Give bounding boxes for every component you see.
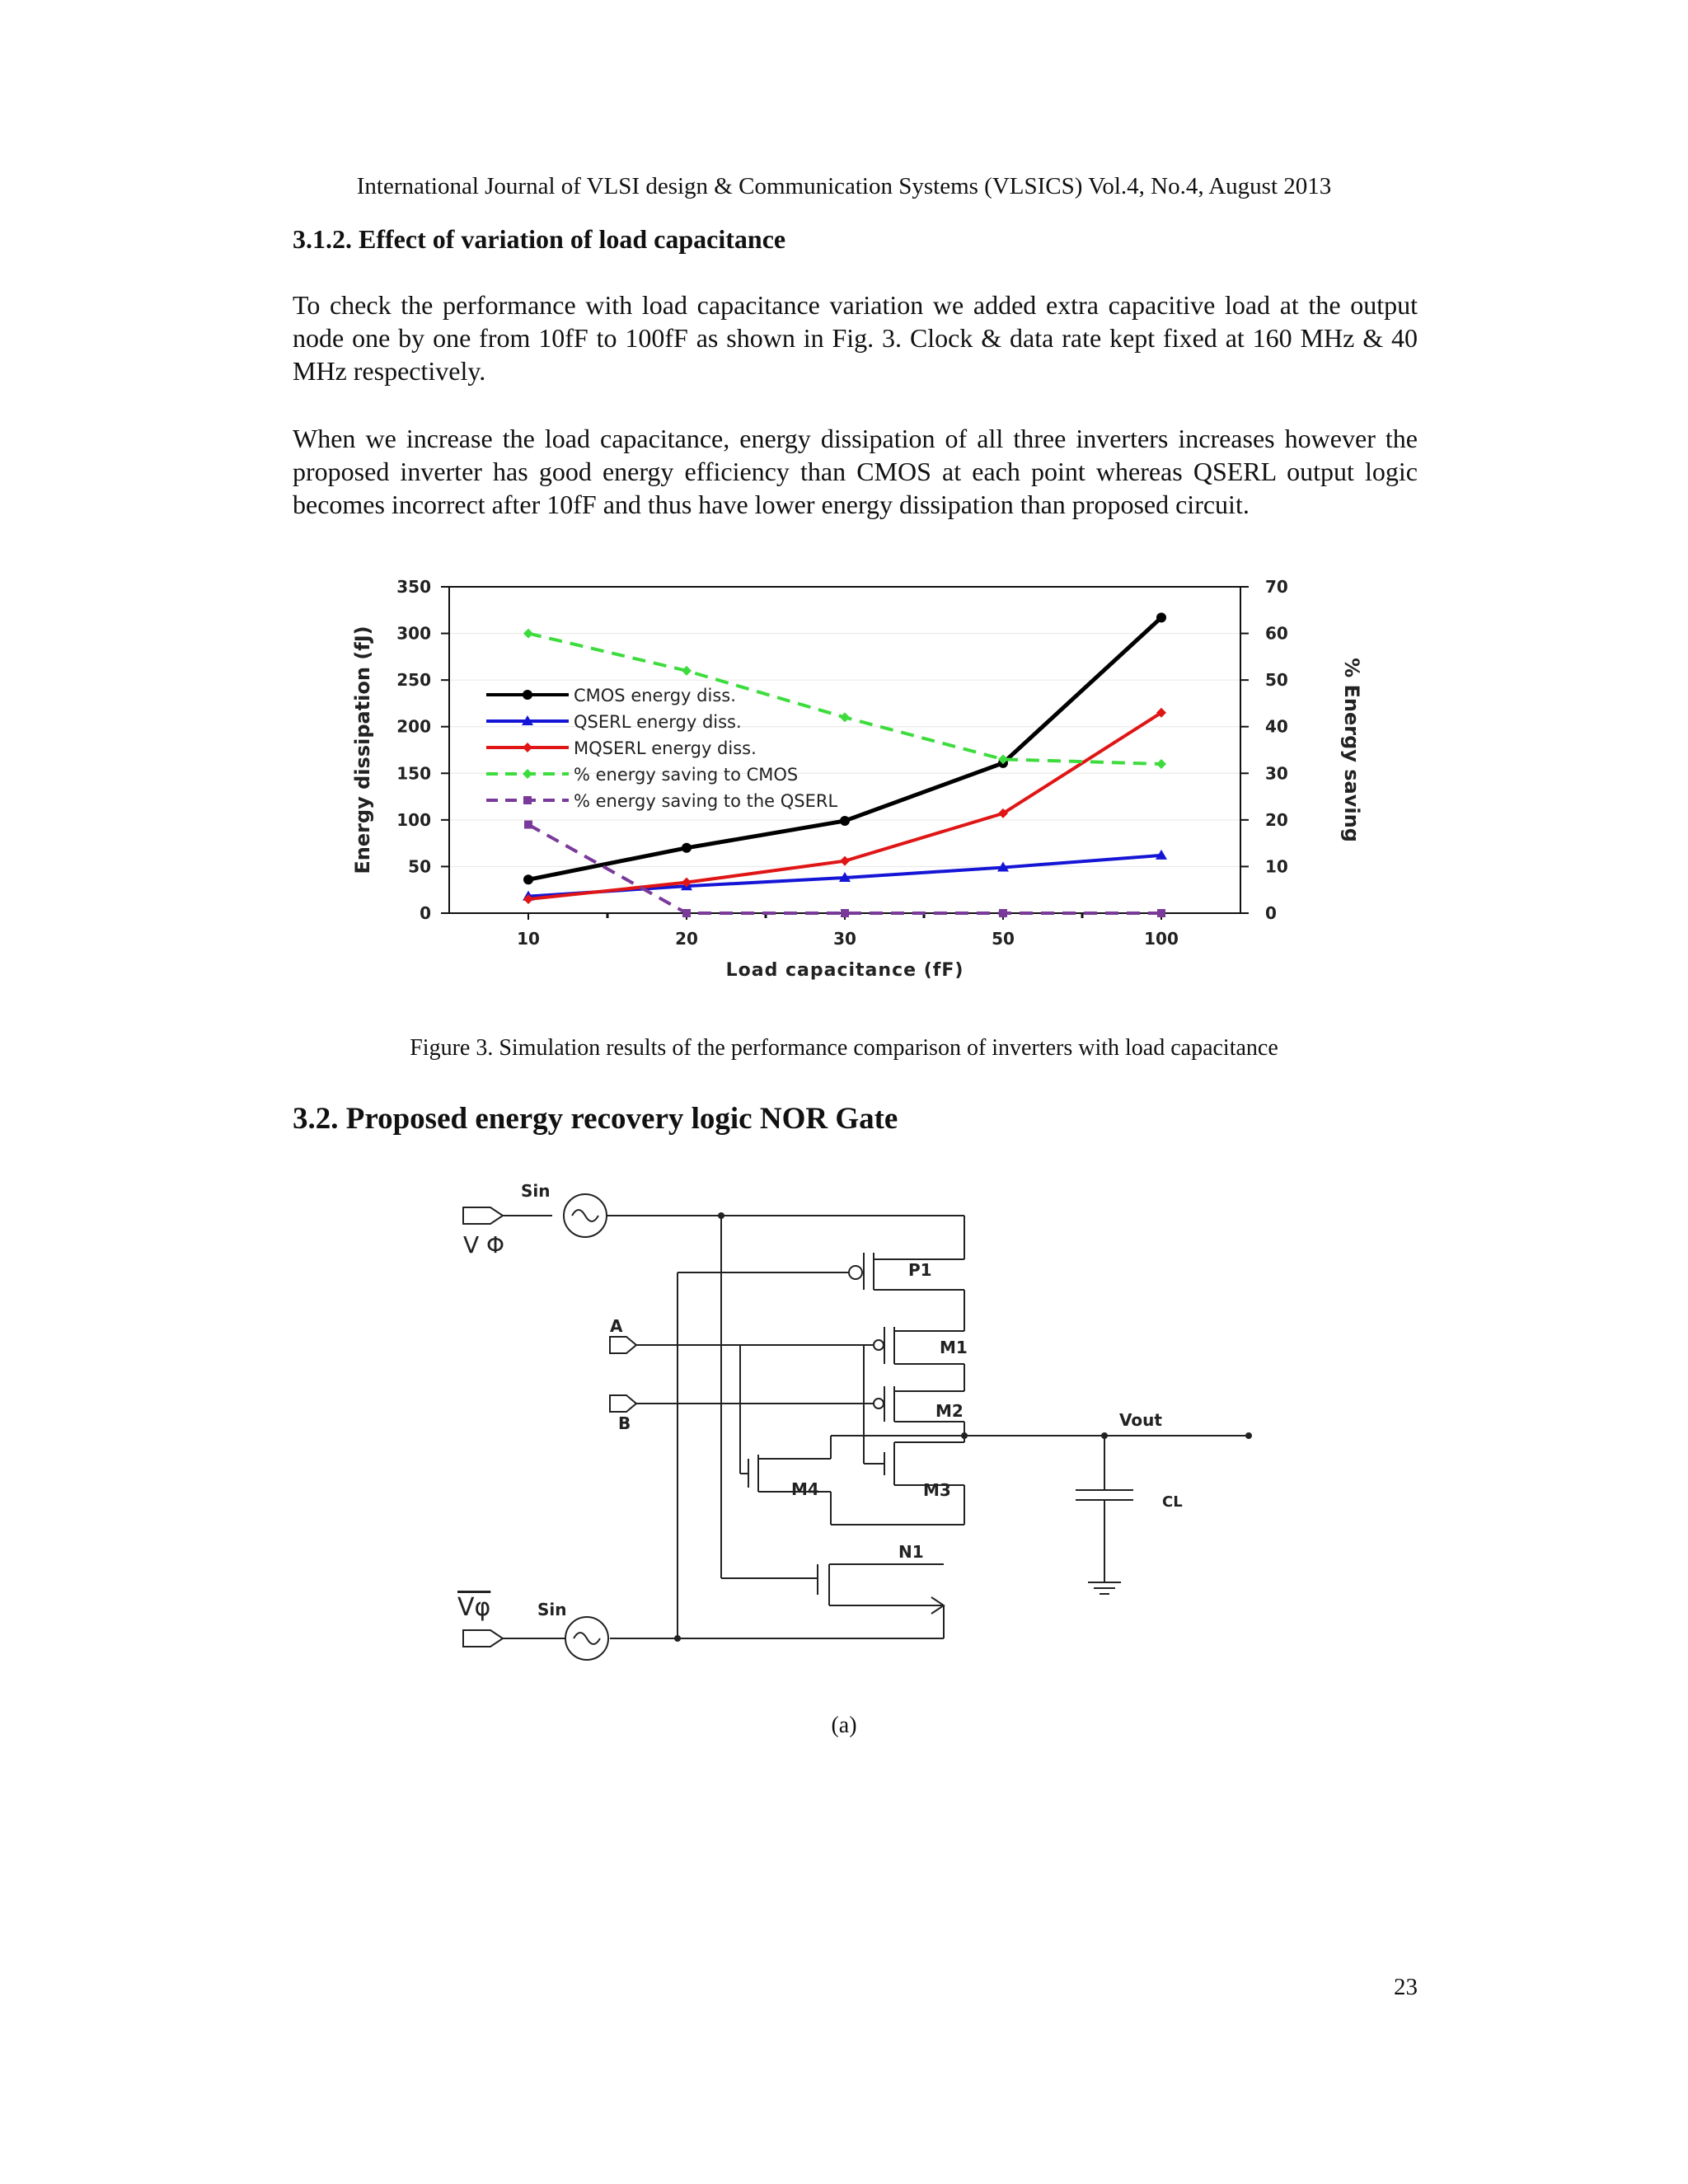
data-point xyxy=(1156,759,1166,769)
data-point xyxy=(523,690,532,700)
y-tick-label: 350 xyxy=(396,577,431,597)
port-a xyxy=(610,1337,636,1353)
x-axis-label: Load capacitance (fF) xyxy=(725,960,964,981)
x-tick-label: 30 xyxy=(833,929,856,949)
y2-tick-label: 70 xyxy=(1265,577,1288,597)
y2-tick-label: 60 xyxy=(1265,623,1288,644)
page-number: 23 xyxy=(1394,1974,1418,2000)
paragraph-2: When we increase the load capacitance, energy dissipation of all three inverters increases however the proposed inverter has good energy efficiency than CMOS at each point whereas QSERL output logic becomes incorrect after 10fF and thus have lower energy dissipation than proposed circuit. xyxy=(293,424,1418,519)
energy-chart xyxy=(330,569,1418,997)
section-title: 3.2. Proposed energy recovery logic NOR Gate xyxy=(293,1102,898,1136)
y2-tick-label: 30 xyxy=(1265,763,1288,784)
label-n1: N1 xyxy=(898,1542,924,1562)
label-sin-bottom: Sin xyxy=(537,1600,567,1619)
data-point xyxy=(999,909,1007,917)
data-point xyxy=(523,769,532,779)
ac-source-bottom-wave xyxy=(574,1633,600,1644)
data-point xyxy=(523,743,532,752)
data-point xyxy=(523,874,533,884)
nor-gate-circuit xyxy=(445,1170,1269,1673)
junction-dot xyxy=(1101,1432,1108,1439)
p1-gate-bubble xyxy=(849,1266,862,1279)
y2-axis-label: % Energy saving xyxy=(1340,658,1363,842)
y-tick-label: 100 xyxy=(396,809,431,830)
label-vout: Vout xyxy=(1119,1410,1162,1430)
junction-dot xyxy=(961,1432,968,1439)
data-point xyxy=(682,909,691,917)
x-tick-label: 10 xyxy=(517,929,540,949)
y-axis-label: Energy dissipation (fJ) xyxy=(351,626,374,874)
legend-label: QSERL energy diss. xyxy=(574,712,742,732)
label-m1: M1 xyxy=(940,1338,968,1357)
y-tick-label: 250 xyxy=(396,670,431,691)
data-point xyxy=(682,843,692,853)
junction-dot xyxy=(1245,1432,1252,1439)
data-point xyxy=(523,796,532,804)
ac-source-top-wave xyxy=(572,1210,598,1221)
label-vphi: V Φ xyxy=(463,1231,505,1258)
x-tick-label: 100 xyxy=(1144,929,1179,949)
label-input-b: B xyxy=(618,1413,631,1433)
legend-label: MQSERL energy diss. xyxy=(574,738,757,758)
legend-label: % energy saving to the QSERL xyxy=(574,791,838,811)
x-tick-label: 20 xyxy=(675,929,698,949)
data-point xyxy=(524,821,532,829)
label-cl: CL xyxy=(1162,1493,1183,1511)
data-point xyxy=(840,816,850,826)
x-tick-label: 50 xyxy=(992,929,1015,949)
data-point xyxy=(840,712,850,722)
y2-tick-label: 0 xyxy=(1265,903,1277,923)
subfigure-caption: (a) xyxy=(831,1713,857,1738)
label-m4: M4 xyxy=(791,1479,819,1499)
legend-label: CMOS energy diss. xyxy=(574,686,736,705)
y-tick-label: 200 xyxy=(396,716,431,737)
subsection-title: 3.1.2. Effect of variation of load capacitance xyxy=(293,224,786,254)
data-point xyxy=(682,666,692,676)
label-m3: M3 xyxy=(923,1480,951,1500)
y-tick-label: 150 xyxy=(396,763,431,784)
data-point xyxy=(1157,909,1165,917)
data-point xyxy=(840,856,850,866)
label-input-a: A xyxy=(610,1316,623,1336)
y-tick-label: 300 xyxy=(396,623,431,644)
data-point xyxy=(1156,612,1166,622)
paragraph-1: To check the performance with load capacitance variation we added extra capacitive load at the output node one by one from 10fF to 100fF as shown in Fig. 3. Clock & data rate kept fixed at 160 MHz & 40 MHz respectively. xyxy=(293,290,1418,386)
label-sin-top: Sin xyxy=(521,1181,551,1201)
y2-tick-label: 10 xyxy=(1265,856,1288,877)
data-point xyxy=(841,909,849,917)
label-p1: P1 xyxy=(908,1260,932,1280)
y2-tick-label: 50 xyxy=(1265,670,1288,691)
series-line xyxy=(528,825,1161,913)
label-m2: M2 xyxy=(935,1401,964,1421)
y-tick-label: 50 xyxy=(408,856,431,877)
port-vphi xyxy=(463,1207,503,1224)
y-tick-label: 0 xyxy=(420,903,431,923)
y2-tick-label: 40 xyxy=(1265,716,1288,737)
legend-label: % energy saving to CMOS xyxy=(574,765,799,785)
figure-caption: Figure 3. Simulation results of the performance comparison of inverters with load capacitance xyxy=(410,1035,1278,1061)
y2-tick-label: 20 xyxy=(1265,809,1288,830)
data-point xyxy=(523,629,533,639)
label-vphibar: Vφ xyxy=(457,1593,491,1622)
junction-dot xyxy=(718,1212,724,1219)
port-vphibar xyxy=(463,1630,503,1647)
journal-header: International Journal of VLSI design & Communication Systems (VLSICS) Vol.4, No.4, August 2013 xyxy=(356,173,1332,199)
port-b xyxy=(610,1395,636,1412)
junction-dot xyxy=(674,1635,681,1642)
